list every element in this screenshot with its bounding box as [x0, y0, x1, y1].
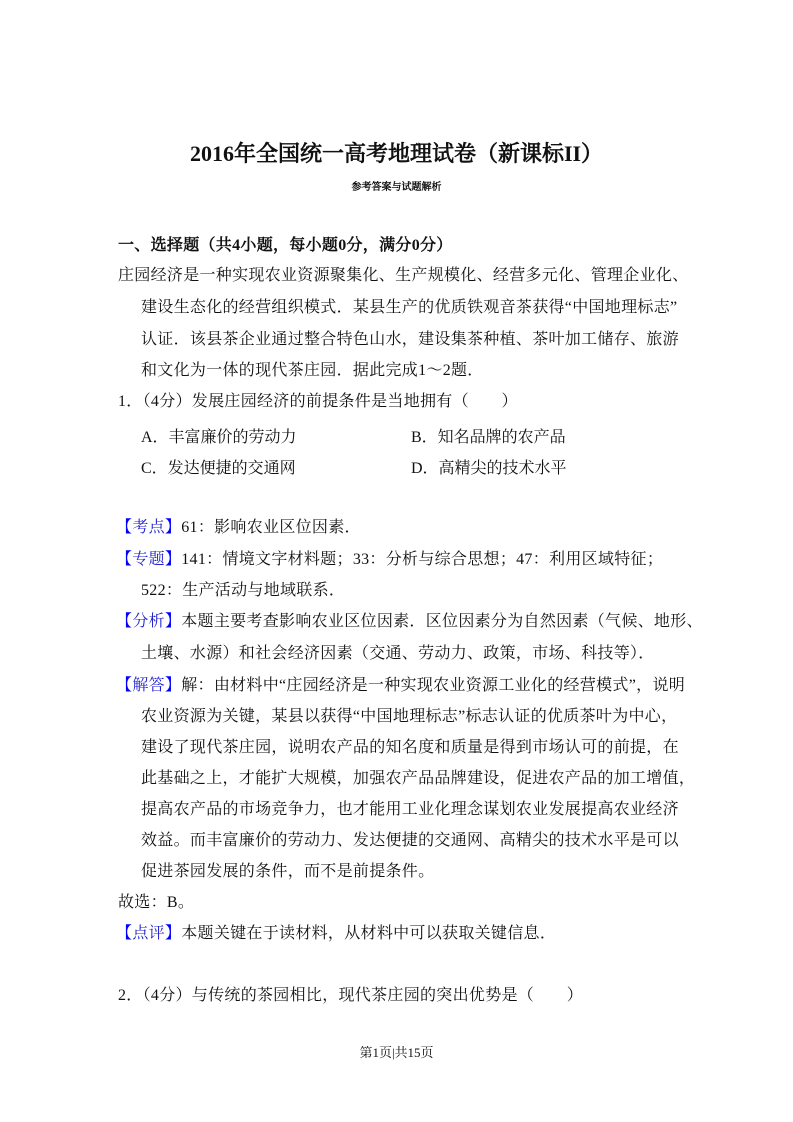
dianping-text: 本题关键在于读材料，从材料中可以获取关键信息．: [181, 925, 557, 942]
passage-line: 建设生态化的经营组织模式．某县生产的优质铁观音茶获得“中国地理标志”: [141, 299, 678, 316]
bracket: 【: [116, 925, 133, 942]
bracket: 】: [164, 551, 182, 568]
fenxi-text: 本题主要考查影响农业区位因素．区位因素分为自然因素（气候、地形、: [181, 613, 703, 630]
option-d: D．高精尖的技术水平: [411, 460, 567, 477]
bracket: 【: [116, 613, 133, 630]
document-title: 2016年全国统一高考地理试卷（新课标II）: [189, 141, 604, 166]
question-2-stem: 2．（4分）与传统的茶园相比，现代茶庄园的突出优势是（ ）: [118, 987, 584, 1004]
jieda-text: 促进茶园发展的条件，而不是前提条件。: [141, 863, 435, 880]
kaodian-label: 考点: [132, 519, 165, 536]
bracket: 】: [164, 677, 182, 694]
jieda-text: 解：由材料中“庄园经济是一种实现农业资源工业化的经营模式”，说明: [181, 677, 686, 694]
bracket: 】: [164, 519, 182, 536]
kaodian-block: [116, 518, 361, 538]
zhuanti-text: 141：情境文字材料题；33：分析与综合思想；47：利用区域特征；: [181, 551, 664, 568]
zhuanti-block: [116, 550, 663, 570]
jieda-text: 效益。而丰富廉价的劳动力、发达便捷的交通网、高精尖的技术水平是可以: [141, 832, 679, 849]
kaodian-text: 61：影响农业区位因素．: [181, 519, 361, 536]
bracket: 【: [116, 677, 133, 694]
fenxi-label: 分析: [132, 613, 165, 630]
option-a: A．丰富廉价的劳动力: [141, 429, 297, 446]
section-heading: 一、选择题（共4小题，每小题0分，满分0分）: [118, 237, 453, 254]
jieda-label: 解答: [132, 677, 165, 694]
document-subtitle: 参考答案与试题解析: [351, 182, 442, 193]
dianping-label: 点评: [132, 925, 165, 942]
page-footer: 第1页|共15页: [359, 1045, 434, 1060]
jieda-text: 建设了现代茶庄园，说明农产品的知名度和质量是得到市场认可的前提，在: [141, 739, 679, 756]
bracket: 】: [164, 613, 182, 630]
jieda-text: 农业资源为关键，某县以获得“中国地理标志”标志认证的优质茶叶为中心，: [141, 708, 678, 725]
option-c: C．发达便捷的交通网: [141, 460, 296, 477]
bracket: 【: [116, 551, 133, 568]
question-1-stem: 1．（4分）发展庄园经济的前提条件是当地拥有（ ）: [118, 393, 518, 410]
fenxi-block: [116, 612, 703, 632]
passage-line: 和文化为一体的现代茶庄园．据此完成1～2题．: [141, 362, 484, 379]
bracket: 【: [116, 519, 133, 536]
option-b: B．知名品牌的农产品: [411, 429, 566, 446]
dianping-block: [116, 924, 556, 944]
bracket: 】: [164, 925, 182, 942]
passage-line: 庄园经济是一种实现农业资源聚集化、生产规模化、经营多元化、管理企业化、: [118, 267, 689, 284]
jieda-text: 此基础之上，才能扩大规模，加强农产品品牌建设，促进农产品的加工增值，: [141, 770, 696, 787]
jieda-block: [116, 676, 685, 696]
zhuanti-text: 522：生产活动与地域联系．: [141, 582, 346, 599]
answer: 故选：B。: [118, 894, 195, 911]
jieda-text: 提高农产品的市场竞争力，也才能用工业化理念谋划农业发展提高农业经济: [141, 801, 679, 818]
zhuanti-label: 专题: [132, 551, 165, 568]
fenxi-text: 土壤、水源）和社会经济因素（交通、劳动力、政策，市场、科技等）．: [141, 645, 655, 662]
passage-line: 认证．该县茶企业通过整合特色山水，建设集茶种植、茶叶加工储存、旅游: [141, 331, 679, 348]
